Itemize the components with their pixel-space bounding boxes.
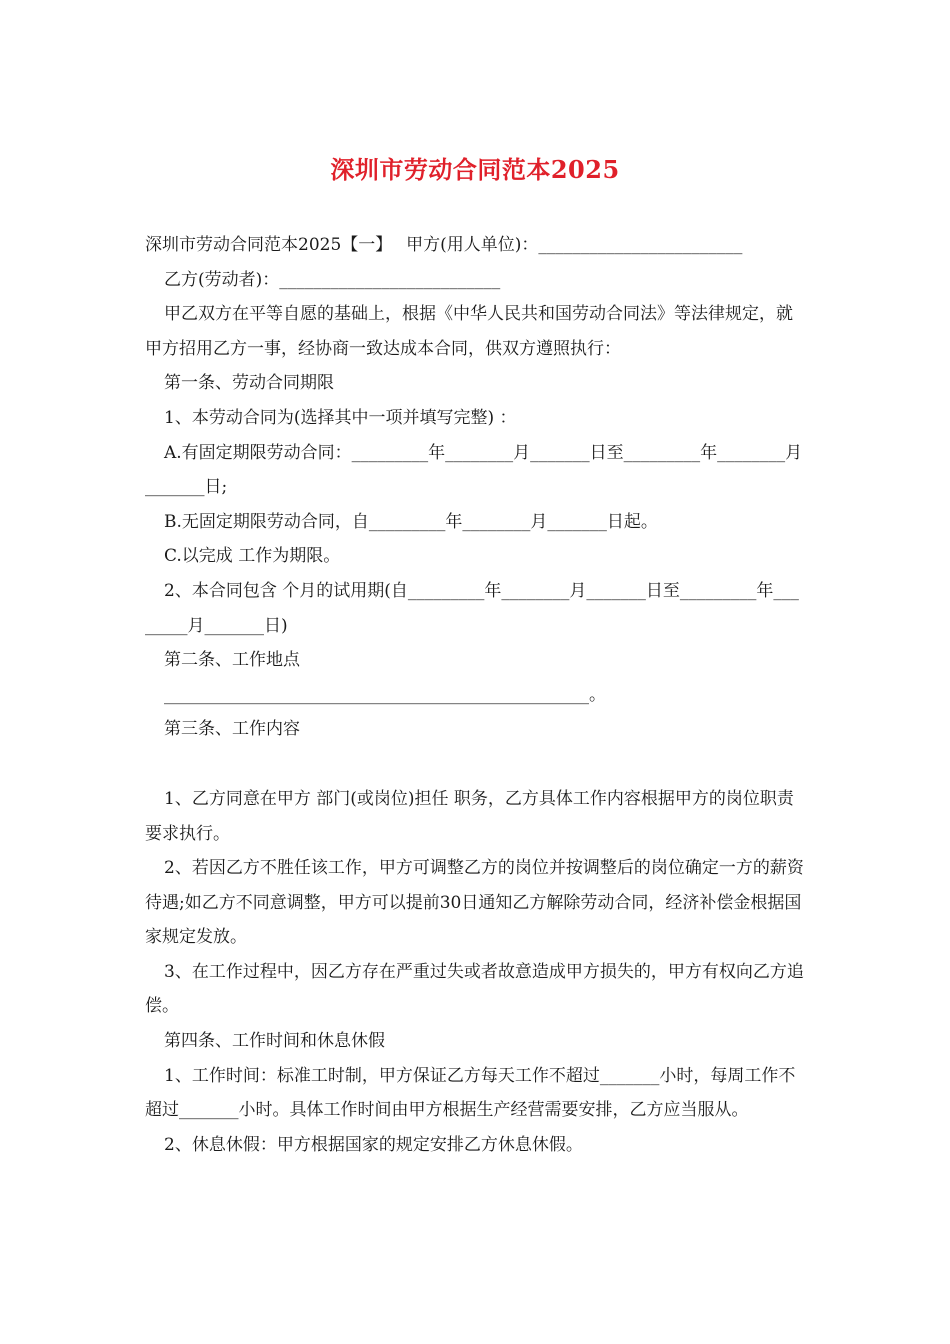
paragraph-term-option-b: B.无固定期限劳动合同，自_________年________月_______日起。	[164, 511, 658, 532]
paragraph-content-2: 2、若因乙方不胜任该工作，甲方可调整乙方的岗位并按调整后的岗位确定一方的薪资待遇;如乙方不同意调整，甲方可以提前30日通知乙方解除劳动合同，经济补偿金根据国家规定发放。	[145, 858, 804, 948]
paragraph-content-3: 3、在工作过程中，因乙方存在严重过失或者故意造成甲方损失的，甲方有权向乙方追偿。	[145, 961, 804, 1017]
section-heading-hours: 第四条、工作时间和休息休假	[164, 1031, 385, 1052]
blank-line	[145, 747, 807, 782]
paragraph-preamble: 甲乙双方在平等自愿的基础上，根据《中华人民共和国劳动合同法》等法律规定，就甲方招用乙方一事，经协商一致达成本合同，供双方遵照执行：	[145, 304, 793, 359]
paragraph-content-1: 1、乙方同意在甲方 部门(或岗位)担任 职务，乙方具体工作内容根据甲方的岗位职责要求执行。	[145, 788, 794, 844]
section-heading-content: 第三条、工作内容	[164, 719, 300, 740]
paragraph-location-blank: __________________________________________________。	[164, 684, 606, 705]
paragraph-term-option-a: A.有固定期限劳动合同：_________年________月_______日至_________年________月_______日;	[145, 442, 803, 498]
section-heading-term: 第一条、劳动合同期限	[164, 373, 334, 394]
document-body	[145, 228, 807, 1162]
paragraph-header-party-a: 深圳市劳动合同范本2025【一】 甲方(用人单位)：________________________	[145, 235, 743, 255]
paragraph-probation: 2、本合同包含 个月的试用期(自_________年________月_______日至_________年________月_______日)	[145, 580, 799, 636]
paragraph-term-1: 1、本劳动合同为(选择其中一项并填写完整) ：	[164, 407, 517, 428]
paragraph-hours-2: 2、休息休假：甲方根据国家的规定安排乙方休息休假。	[164, 1134, 583, 1155]
document-title: 深圳市劳动合同范本2025	[330, 155, 620, 184]
section-heading-location: 第二条、工作地点	[164, 650, 300, 671]
paragraph-term-option-c: C.以完成 工作为期限。	[164, 546, 341, 567]
paragraph-party-b: 乙方(劳动者)：__________________________	[164, 269, 501, 290]
paragraph-hours-1: 1、工作时间：标准工时制，甲方保证乙方每天工作不超过_______小时，每周工作不超过_______小时。具体工作时间由甲方根据生产经营需要安排，乙方应当服从。	[145, 1065, 796, 1121]
